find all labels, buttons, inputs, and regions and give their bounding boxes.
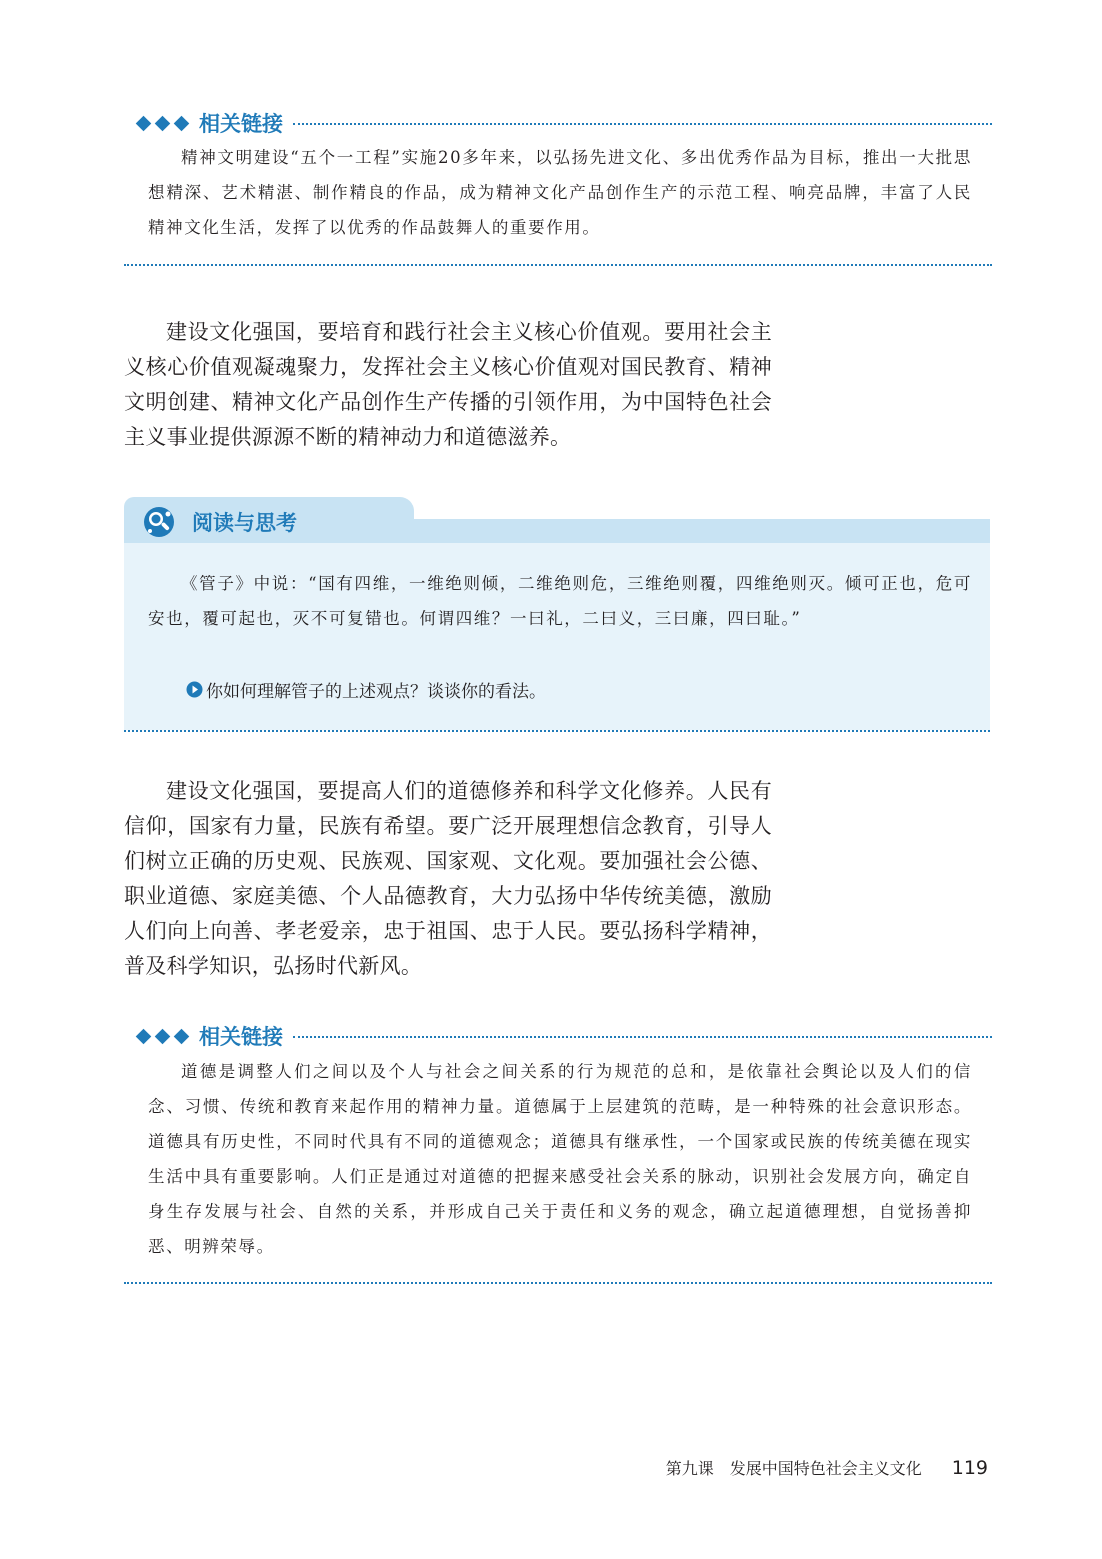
related-link-header-1 xyxy=(136,108,992,138)
footer-lesson: 第九课 xyxy=(665,1459,714,1478)
related-link-text-1: 精神文明建设“五个一工程”实施20多年来，以弘扬先进文化、多出优秀作品为目标，推出一大批思想精深、艺术精湛、制作精良的作品，成为精神文化产品创作生产的示范工程、响亮品牌，丰富了人民精神文化生活，发挥了以优秀的作品鼓舞人的重要作用。 xyxy=(148,148,972,237)
body-paragraph-1: 建设文化强国，要培育和践行社会主义核心价值观。要用社会主义核心价值观凝魂聚力，发挥社会主义核心价值观对国民教育、精神文明创建、精神文化产品创作生产传播的引领作用，为中国特色社会主义事业提供源源不断的精神动力和道德滋养。 xyxy=(124,320,772,449)
dotted-divider-reading xyxy=(124,730,990,732)
page-number: 119 xyxy=(951,1457,988,1479)
reading-title: 阅读与思考 xyxy=(192,511,297,535)
dotted-divider-bottom-1 xyxy=(124,264,992,266)
magnifier-icon xyxy=(142,505,176,539)
reading-question-text: 你如何理解管子的上述观点？谈谈你的看法。 xyxy=(206,682,546,702)
reading-thinking-box xyxy=(124,497,990,732)
diamonds-icon xyxy=(136,118,189,129)
dotted-divider xyxy=(293,123,992,125)
diamonds-icon xyxy=(136,1031,189,1042)
dotted-divider xyxy=(293,1036,992,1038)
reading-question xyxy=(186,677,546,702)
reading-tab-band xyxy=(404,519,990,545)
play-arrow-icon xyxy=(186,681,203,698)
related-link-text-2: 道德是调整人们之间以及个人与社会之间关系的行为规范的总和，是依靠社会舆论以及人们的信念、习惯、传统和教育来起作用的精神力量。道德属于上层建筑的范畴，是一种特殊的社会意识形态。道德具有历史性，不同时代具有不同的道德观念；道德具有继承性，一个国家或民族的传统美德在现实生活中具有重要影响。人们正是通过对道德的把握来感受社会关系的脉动，识别社会发展方向，确定自身生存发展与社会、自然的关系，并形成自己关于责任和义务的观念，确立起道德理想，自觉扬善抑恶、明辨荣辱。 xyxy=(148,1062,972,1256)
related-link-header-2 xyxy=(136,1021,992,1051)
footer-title: 发展中国特色社会主义文化 xyxy=(729,1459,922,1478)
related-link-title-2: 相关链接 xyxy=(199,1025,283,1049)
body-paragraph-2: 建设文化强国，要提高人们的道德修养和科学文化修养。人民有信仰，国家有力量，民族有希望。要广泛开展理想信念教育，引导人们树立正确的历史观、民族观、国家观、文化观。要加强社会公德、职业道德、家庭美德、个人品德教育，大力弘扬中华传统美德，激励人们向上向善、孝老爱亲，忠于祖国、忠于人民。要弘扬科学精神，普及科学知识，弘扬时代新风。 xyxy=(124,779,772,978)
page-footer xyxy=(666,1456,988,1479)
reading-text: 《管子》中说：“国有四维，一维绝则倾，二维绝则危，三维绝则覆，四维绝则灭。倾可正也，危可安也，覆可起也，灭不可复错也。何谓四维？一曰礼，二曰义，三曰廉，四曰耻。” xyxy=(148,574,972,628)
related-link-title-1: 相关链接 xyxy=(199,112,283,136)
dotted-divider-bottom-2 xyxy=(124,1282,992,1284)
